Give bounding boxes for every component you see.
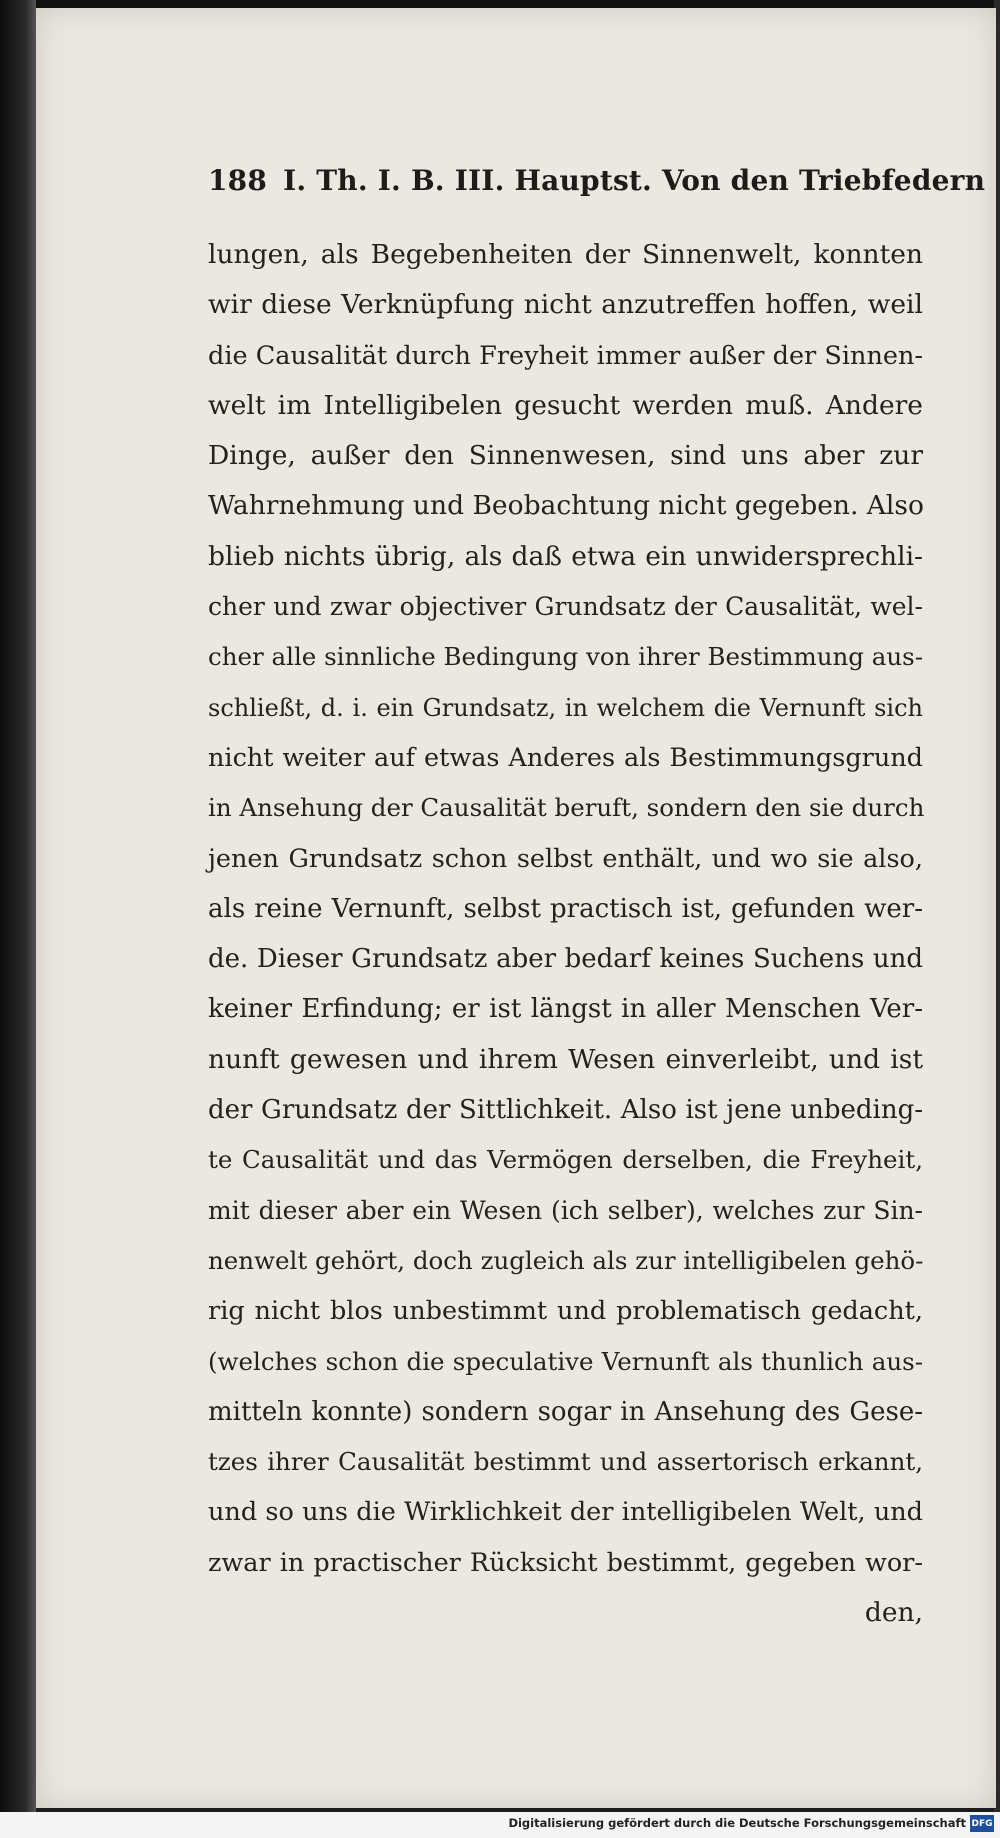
- text-line: in Ansehung der Causalität beruft, sondern den sie durch: [208, 793, 925, 823]
- text-line: cher und zwar objectiver Grundsatz der Causalität, wel-: [208, 592, 923, 622]
- text-line: nenwelt gehört, doch zugleich als zur intelligibelen gehö-: [208, 1245, 924, 1275]
- catchword: den,: [864, 1597, 923, 1629]
- text-line: die Causalität durch Freyheit immer außer der Sinnen-: [208, 340, 923, 371]
- text-line: Dinge, außer den Sinnenwesen, sind uns aber zur: [208, 440, 923, 472]
- text-line: wir diese Verknüpfung nicht anzutreffen hoffen, weil: [208, 289, 923, 321]
- text-line: rig nicht blos unbestimmt und problematisch gedacht,: [208, 1296, 923, 1327]
- text-line: de. Dieser Grundsatz aber bedarf keines Suchens und: [208, 944, 923, 975]
- text-line: nunft gewesen und ihrem Wesen einverleibt, und ist: [208, 1043, 923, 1075]
- text-line: te Causalität und das Vermögen derselben, die Freyheit,: [208, 1145, 923, 1175]
- text-line: (welches schon die speculative Vernunft als thunlich aus-: [208, 1346, 923, 1376]
- body-text: [208, 230, 923, 1638]
- text-line: jenen Grundsatz schon selbst enthält, und wo sie also,: [208, 843, 923, 874]
- book-spine-shadow: [0, 0, 36, 1838]
- text-line: schließt, d. i. ein Grundsatz, in welchem die Vernunft sich: [208, 693, 923, 722]
- text-line: tzes ihrer Causalität bestimmt und assertorisch erkannt,: [208, 1447, 923, 1477]
- running-head-title: I. Th. I. B. III. Hauptst. Von den Triebfedern: [283, 164, 986, 197]
- text-line: keiner Erfindung; er ist längst in aller Menschen Ver-: [208, 994, 923, 1025]
- text-line: lungen, als Begebenheiten der Sinnenwelt, konnten: [208, 239, 923, 270]
- text-line: und so uns die Wirklichkeit der intelligibelen Welt, und: [208, 1497, 923, 1528]
- text-line: welt im Intelligibelen gesucht werden muß. Andere: [208, 389, 923, 421]
- text-line: als reine Vernunft, selbst practisch ist, gefunden wer-: [208, 893, 923, 924]
- text-line: mitteln konnte) sondern sogar in Ansehung des Gese-: [208, 1396, 923, 1427]
- text-line: nicht weiter auf etwas Anderes als Bestimmungsgrund: [208, 742, 923, 773]
- page-number: 188: [208, 164, 268, 197]
- text-line: Wahrnehmung und Beobachtung nicht gegeben. Also: [208, 490, 924, 522]
- text-line: zwar in practischer Rücksicht bestimmt, gegeben wor-: [208, 1547, 923, 1578]
- text-line: der Grundsatz der Sittlichkeit. Also ist jene unbeding-: [208, 1095, 923, 1126]
- digitization-credit: Digitalisierung gefördert durch die Deutsche Forschungsgemeinschaft: [508, 1816, 966, 1830]
- text-line: mit dieser aber ein Wesen (ich selber), welches zur Sin-: [208, 1195, 923, 1225]
- footer-bar: [0, 1812, 1000, 1838]
- running-header: [208, 164, 986, 197]
- scan-top-edge: [0, 0, 1000, 8]
- dfg-logo: DFG: [970, 1815, 994, 1832]
- text-line: blieb nichts übrig, als daß etwa ein unwidersprechli-: [208, 540, 923, 572]
- text-line: cher alle sinnliche Bedingung von ihrer Bestimmung aus-: [208, 642, 923, 672]
